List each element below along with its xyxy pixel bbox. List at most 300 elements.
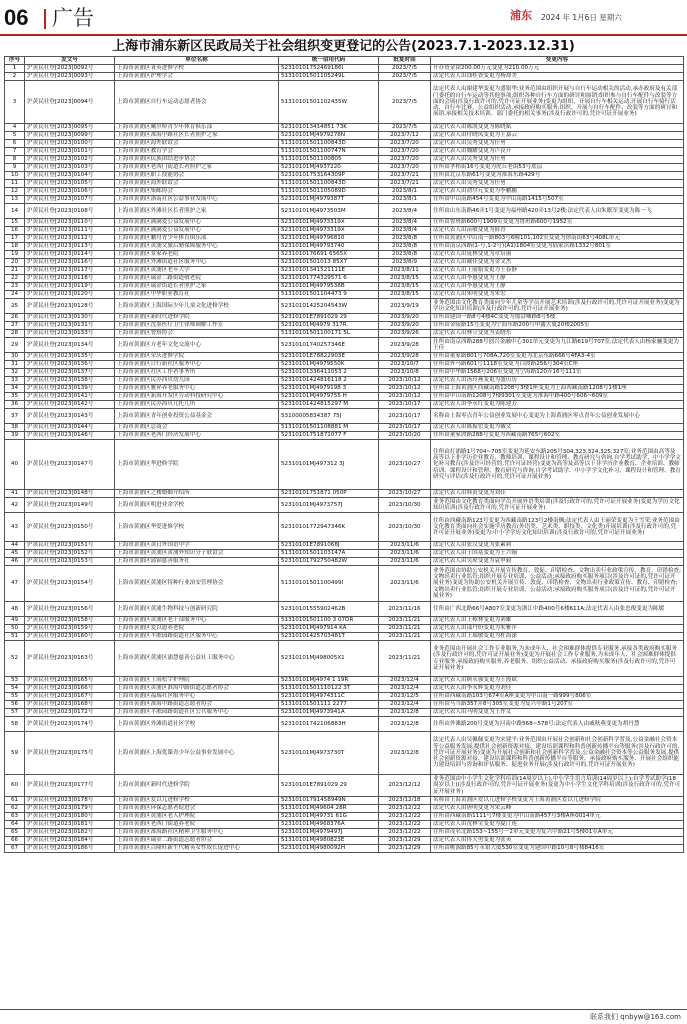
- table-row: [5, 291, 684, 299]
- table-row: [5, 148, 684, 156]
- table-row: [5, 275, 684, 283]
- cell-org-name: 上海市黄浦区华进修学院: [115, 440, 279, 490]
- cell-credit-code: 52310101MJ498005X1: [279, 641, 379, 677]
- footer-rule: [0, 1009, 687, 1010]
- cell-change-content: 法定代表人由陈凯变更为陈晓斌: [431, 124, 684, 132]
- table-row: [5, 283, 684, 291]
- col-header-approval-date: 批复时间: [379, 57, 431, 65]
- cell-approval-date: 2023/8/15: [379, 291, 431, 299]
- cell-credit-code: 52310101751871077 F: [279, 432, 379, 440]
- cell-org-name: 上海市黄浦区雅昇养老服务中心: [115, 385, 279, 393]
- cell-index: 22: [5, 275, 25, 283]
- header-rule: [0, 34, 687, 36]
- cell-credit-code: 52310101MJ4979497J: [279, 829, 379, 837]
- cell-index: 26: [5, 314, 25, 322]
- cell-doc-no: 沪黄民社登[2023]0117号: [25, 267, 115, 275]
- cell-org-name: 上海市黄浦区爱以儿进修学校: [115, 797, 279, 805]
- cell-index: 30: [5, 353, 25, 361]
- cell-org-name: 上海市黄浦区黄浦区老干部服务中心: [115, 617, 279, 625]
- cell-change-content: 住所由马当路357弄8号305室变更为复兴中路1号207室: [431, 701, 684, 709]
- cell-credit-code: 5231010176691 6565X: [279, 251, 379, 259]
- cell-doc-no: 沪黄民社登[2023]0120号: [25, 291, 115, 299]
- cell-change-content: 业务范围由文化教育类面向少年儿童等学员开展艺术培训(涉及行政许可的,凭许可证开展业务)变更为学历文化知识培训(涉及行政许可的,凭许可证开展业务): [431, 299, 684, 314]
- cell-credit-code: 52310101425703481T: [279, 633, 379, 641]
- cell-index: 28: [5, 330, 25, 338]
- table-row: [5, 677, 684, 685]
- cell-approval-date: 2023/7/20: [379, 156, 431, 164]
- cell-approval-date: 2023/7/20: [379, 148, 431, 156]
- col-header-org-name: 单位名称: [115, 57, 279, 65]
- cell-org-name: 上海市黄浦区曦尔桥青少年体育俱乐部: [115, 124, 279, 132]
- cell-doc-no: 沪黄民社登[2023]0147号: [25, 440, 115, 490]
- notice-title: 上海市浦东新区民政局关于社会组织变更登记的公告(2023.7.1-2023.12.31): [112, 39, 575, 54]
- cell-org-name: 上海市黄浦区上海松宇护理院: [115, 677, 279, 685]
- cell-doc-no: 沪黄民社登[2023]0178号: [25, 797, 115, 805]
- cell-change-content: 住所由北京东路61号变更为淮海东路429号: [431, 172, 684, 180]
- cell-approval-date: 2023/7/5: [379, 73, 431, 81]
- cell-doc-no: 沪黄民社登[2023]0128号: [25, 299, 115, 314]
- cell-approval-date: 2023/8/4: [379, 204, 431, 219]
- cell-index: 8: [5, 156, 25, 164]
- cell-org-name: 上海市黄浦区半淞园路街道社区公共服务中心: [115, 709, 279, 717]
- cell-index: 42: [5, 498, 25, 513]
- cell-index: 1: [5, 65, 25, 73]
- cell-credit-code: 52310101792750482W: [279, 558, 379, 566]
- cell-approval-date: 2023/10/27: [379, 440, 431, 490]
- cell-doc-no: 沪黄民社登[2023]0139号: [25, 385, 115, 393]
- cell-org-name: 上海市黄浦区黄浦区老年大学: [115, 267, 279, 275]
- cell-doc-no: 沪黄民社登[2023]0138号: [25, 377, 115, 385]
- table-row: [5, 180, 684, 188]
- cell-doc-no: 沪黄民社登[2023]0166号: [25, 685, 115, 693]
- cell-credit-code: 52310101MJ4974311C: [279, 693, 379, 701]
- cell-index: 52: [5, 641, 25, 677]
- cell-org-name: 上海市黄浦区职工技能协会: [115, 172, 279, 180]
- cell-credit-code: 52310101MJ497914 KA: [279, 625, 379, 633]
- table-row: [5, 73, 684, 81]
- cell-org-name: 上海市黄浦区半淞园路街道社区服务中心: [115, 633, 279, 641]
- cell-change-content: 法定代表人由李惠变更为王静: [431, 275, 684, 283]
- table-row: [5, 775, 684, 797]
- cell-index: 49: [5, 617, 25, 625]
- table-row: [5, 701, 684, 709]
- cell-index: 53: [5, 677, 25, 685]
- table-row: [5, 633, 684, 641]
- cell-credit-code: 52310101MJ4979550K: [279, 361, 379, 369]
- cell-index: 56: [5, 701, 25, 709]
- cell-approval-date: 2023/11/6: [379, 566, 431, 602]
- cell-credit-code: 51310101501100843D: [279, 140, 379, 148]
- cell-doc-no: 沪黄民社登[2023]0130号: [25, 314, 115, 322]
- cell-approval-date: 2023/8/15: [379, 275, 431, 283]
- cell-org-name: 上海市黄浦区黄日外国语中学: [115, 542, 279, 550]
- cell-org-name: 上海市黄浦区外滩街道社区学校: [115, 717, 279, 732]
- cell-doc-no: 沪黄民社登[2023]0112号: [25, 235, 115, 243]
- table-row: [5, 440, 684, 490]
- cell-index: 41: [5, 490, 25, 498]
- cell-change-content: 名称由上海零点青年公益创业发展中心变更为上海黄浦区零点青年公益创业发展中心: [431, 409, 684, 424]
- cell-change-content: 名称由上海黄浦区爱以儿进修学校变更为上海黄浦区爱以儿进修学院: [431, 797, 684, 805]
- cell-org-name: 上海市黄浦区集邮协会: [115, 188, 279, 196]
- cell-credit-code: 52310101555902462B: [279, 602, 379, 617]
- cell-change-content: 业务范围由开展社会工作专业服务,为未成年人、社会困难群体提供专业服务,承接各类政府购买服务(涉及行政许可的,凭许可证开展业务)变更为开展社会工作专业服务,为未成年人、社会困难群体提供专业服务,承接政府购买服务,养老服务、组织公益活动、承接政府购买服务(涉及行政许可的,凭许可证开展业务): [431, 641, 684, 677]
- cell-index: 47: [5, 566, 25, 602]
- cell-credit-code: 51310101MJ49604 28R: [279, 805, 379, 813]
- cell-index: 27: [5, 322, 25, 330]
- cell-doc-no: 沪黄民社登[2023]0148号: [25, 490, 115, 498]
- table-row: [5, 432, 684, 440]
- cell-doc-no: 沪黄民社登[2023]0146号: [25, 432, 115, 440]
- col-header-index: 序号: [5, 57, 25, 65]
- cell-doc-no: 沪黄民社登[2023]0168号: [25, 701, 115, 709]
- cell-org-name: 上海市黄浦区淮海中路街道志愿者协会: [115, 701, 279, 709]
- table-row: [5, 196, 684, 204]
- cell-credit-code: 51310101501111 2277: [279, 701, 379, 709]
- cell-org-name: 上海市黄浦区老西门街道养老院: [115, 821, 279, 829]
- cell-approval-date: 2023/8/4: [379, 227, 431, 235]
- cell-change-content: 业务范围由中小学生文化学科培训(14周岁以上),中小学生语言培训(14周岁以上);自学考试助学(18周岁以上)(涉及行政许可的,凭许可证开展业务)变更为中小学生文化学科培训(涉及行政许可的,凭许可证开展业务): [431, 775, 684, 797]
- cell-change-content: 法定代表人由佟大勇变更为张英: [431, 837, 684, 845]
- cell-change-content: 住所由金陵路15号变更为宁海东路200号申鑫大厦20楼2005室: [431, 322, 684, 330]
- cell-approval-date: 2023/11/21: [379, 625, 431, 633]
- cell-org-name: 上海市黄浦区民办海贝儿托儿所: [115, 401, 279, 409]
- cell-credit-code: 52310101MJ4973757J: [279, 498, 379, 513]
- cell-doc-no: 沪黄民社登[2023]0134号: [25, 338, 115, 353]
- cell-org-name: 上海市黄浦区满满爱公益发展中心: [115, 227, 279, 235]
- cell-org-name: 上海市黄浦区蒲锦慈善服务社: [115, 558, 279, 566]
- cell-doc-no: 沪黄民社登[2023]0111号: [25, 227, 115, 235]
- table-row: [5, 732, 684, 775]
- cell-doc-no: 沪黄民社登[2023]0135号: [25, 353, 115, 361]
- cell-org-name: 上海市黄浦区总商会: [115, 424, 279, 432]
- cell-change-content: 住所由广西北路66号A807室变更为浙江中路400号6楼611A;法定代表人由张忠俊变更为陈媛: [431, 602, 684, 617]
- cell-doc-no: 沪黄民社登[2023]0103号: [25, 164, 115, 172]
- cell-credit-code: 51310101501105089D: [279, 188, 379, 196]
- cell-approval-date: 2023/8/8: [379, 235, 431, 243]
- cell-change-content: 法定代表人由王樟林变更为刘雄: [431, 617, 684, 625]
- cell-change-content: 开办资金由200.00万元变更为210.00万元: [431, 65, 684, 73]
- cell-approval-date: 2023/12/8: [379, 732, 431, 775]
- cell-change-content: 法定代表人由韩黄变更为刘佳: [431, 490, 684, 498]
- cell-approval-date: 2023/12/8: [379, 717, 431, 732]
- cell-change-content: 法定代表人由吴琼变更为袁申毅: [431, 558, 684, 566]
- cell-org-name: 上海市黄浦区爱以恩养老院: [115, 625, 279, 633]
- cell-change-content: 住所由董家渡路288号变更为西藏南路765号602室: [431, 432, 684, 440]
- table-row: [5, 829, 684, 837]
- cell-approval-date: 2023/10/30: [379, 513, 431, 542]
- cell-index: 46: [5, 558, 25, 566]
- cell-org-name: 上海市黄浦区老西门经济发展中心: [115, 432, 279, 440]
- cell-org-name: 上海市黄浦区方老年文化交流中心: [115, 338, 279, 353]
- table-row: [5, 188, 684, 196]
- table-row: [5, 393, 684, 401]
- cell-credit-code: 51310101501100843D: [279, 180, 379, 188]
- table-header-row: [5, 57, 684, 65]
- cell-org-name: 上海市黄浦区新海开发区劳动科技研究中心: [115, 393, 279, 401]
- cell-org-name: 上海市黄浦区护理学会: [115, 73, 279, 81]
- cell-approval-date: 2023/12/22: [379, 805, 431, 813]
- footer-contact: 联系我们 qnbyw@163.com: [590, 1013, 681, 1021]
- cell-approval-date: 2023/7/5: [379, 65, 431, 73]
- cell-change-content: 住所由中华路1568号206室变更为宁海路120弄16号111室: [431, 369, 684, 377]
- table-row: [5, 81, 684, 124]
- cell-doc-no: 沪黄民社登[2023]0136号: [25, 361, 115, 369]
- cell-doc-no: 沪黄民社登[2023]0099号: [25, 132, 115, 140]
- cell-doc-no: 沪黄民社登[2023]0143号: [25, 409, 115, 424]
- cell-doc-no: 沪黄民社登[2023]0152号: [25, 550, 115, 558]
- cell-org-name: 上海市黄浦区黄浦文旅后勤保障服务中心: [115, 243, 279, 251]
- cell-approval-date: 2023/12/29: [379, 845, 431, 853]
- cell-doc-no: 沪黄民社登[2023]0104号: [25, 172, 115, 180]
- table-row: [5, 353, 684, 361]
- table-row: [5, 602, 684, 617]
- cell-credit-code: 52310101MJ4974 1 19R: [279, 677, 379, 685]
- cell-index: 2: [5, 73, 25, 81]
- cell-org-name: 上海市黄浦区黄浦区淮海中路街道志愿者协会: [115, 685, 279, 693]
- cell-credit-code: 52310101742106883H: [279, 717, 379, 732]
- cell-index: 51: [5, 633, 25, 641]
- cell-index: 9: [5, 164, 25, 172]
- cell-change-content: 法定代表人由朱明变更为朱宏: [431, 291, 684, 299]
- cell-doc-no: 沪黄民社登[2023]0116号: [25, 259, 115, 267]
- cell-credit-code: 51310101501100805: [279, 156, 379, 164]
- cell-doc-no: 沪黄民社登[2023]0186号: [25, 845, 115, 853]
- cell-approval-date: 2023/8/1: [379, 196, 431, 204]
- cell-approval-date: 2023/10/12: [379, 385, 431, 393]
- cell-org-name: 上海市黄浦区自行车运动志愿者协会: [115, 81, 279, 124]
- cell-doc-no: 沪黄民社登[2023]0179号: [25, 805, 115, 813]
- cell-change-content: 法定代表人由邵丹纷变更为朱雅萍: [431, 625, 684, 633]
- cell-credit-code: 52310101336411053 2: [279, 369, 379, 377]
- cell-index: 65: [5, 829, 25, 837]
- cell-org-name: 上海市黄浦区新时代进修学院: [115, 775, 279, 797]
- cell-credit-code: 52310101MJ4979198 3: [279, 385, 379, 393]
- cell-approval-date: 2023/11/21: [379, 633, 431, 641]
- cell-index: 10: [5, 172, 25, 180]
- cell-approval-date: 2023/8/8: [379, 251, 431, 259]
- cell-approval-date: 2023/9/19: [379, 299, 431, 314]
- cell-credit-code: 52310101MJ497312 3J: [279, 440, 379, 490]
- cell-credit-code: 52310101MJ4973319X: [279, 219, 379, 227]
- cell-approval-date: 2023/12/4: [379, 701, 431, 709]
- cell-index: 17: [5, 235, 25, 243]
- cell-approval-date: 2023/12/5: [379, 693, 431, 701]
- cell-change-content: 法定代表人由付晓凤变更为王嘉云: [431, 132, 684, 140]
- cell-change-content: 住所由西藏南路103号674室A座变更为中山南一路999号806室: [431, 693, 684, 701]
- cell-org-name: 上海市黄浦区瑞金二路街道敬老院: [115, 275, 279, 283]
- table-row: [5, 124, 684, 132]
- table-row: [5, 617, 684, 625]
- cell-doc-no: 沪黄民社登[2023]0175号: [25, 732, 115, 775]
- cell-credit-code: 52310101E7891029 29: [279, 314, 379, 322]
- cell-index: 48: [5, 602, 25, 617]
- cell-doc-no: 沪黄民社登[2023]0092号: [25, 65, 115, 73]
- table-row: [5, 377, 684, 385]
- cell-approval-date: 2023/9/28: [379, 353, 431, 361]
- cell-approval-date: 2023/10/20: [379, 432, 431, 440]
- cell-credit-code: 52310101MJ4980092H: [279, 845, 379, 853]
- cell-org-name: 上海市黄浦区景家养老院: [115, 251, 279, 259]
- cell-index: 7: [5, 148, 25, 156]
- cell-approval-date: 2023/12/12: [379, 775, 431, 797]
- cell-credit-code: 52310101740257346E: [279, 338, 379, 353]
- cell-credit-code: 52310101751871 050P: [279, 490, 379, 498]
- cell-approval-date: 2023/9/28: [379, 338, 431, 353]
- cell-approval-date: 2023/11/16: [379, 602, 431, 617]
- cell-change-content: 住所由茂名北路153~155号一2单元变更为复兴中路21号5楼01室A单元: [431, 829, 684, 837]
- cell-index: 50: [5, 625, 25, 633]
- cell-org-name: 上海市黄浦区黄浦区黄浦外知识分子联谊会: [115, 550, 279, 558]
- cell-doc-no: 沪黄民社登[2023]0158号: [25, 617, 115, 625]
- cell-change-content: 法定代表人由陈振宏变更为戴文: [431, 424, 684, 432]
- table-row: [5, 513, 684, 542]
- table-row: [5, 542, 684, 550]
- cell-approval-date: 2023/10/17: [379, 409, 431, 424]
- cell-index: 16: [5, 227, 25, 235]
- cell-org-name: 上海市黄浦区之楼婚姻介绍所: [115, 490, 279, 498]
- page-number: 06: [4, 5, 29, 30]
- issue-date: 2024 年 1月6日 星期六: [541, 13, 622, 22]
- cell-index: 19: [5, 251, 25, 259]
- table-row: [5, 314, 684, 322]
- table-row: [5, 797, 684, 805]
- cell-credit-code: 51310101501100499l: [279, 566, 379, 602]
- cell-doc-no: 沪黄民社登[2023]0094号: [25, 81, 115, 124]
- cell-doc-no: 沪黄民社登[2023]0177号: [25, 775, 115, 797]
- cell-change-content: 法定代表人由戴佳变更为金文杰: [431, 259, 684, 267]
- cell-change-content: 法定代表人由庞林变更为章培丽: [431, 251, 684, 259]
- cell-org-name: 上海市黄浦区黄浦区特种行业治安管理协会: [115, 566, 279, 602]
- table-row: [5, 267, 684, 275]
- cell-index: 39: [5, 432, 25, 440]
- cell-index: 14: [5, 204, 25, 219]
- cell-change-content: 法定代表人由吴秀变更为任勇: [431, 156, 684, 164]
- cell-change-content: 住所由鲁班路600号1909室变更为鲁班路600号1952室: [431, 219, 684, 227]
- cell-credit-code: 52310101E78822903E: [279, 353, 379, 361]
- cell-org-name: 上海市黄浦区浙南社区公益事业发展中心: [115, 196, 279, 204]
- col-header-doc-no: 发文号: [25, 57, 115, 65]
- cell-doc-no: 沪黄民社登[2023]0180号: [25, 813, 115, 821]
- cell-change-content: 法定代表人由王瑞敏变更为杜海深: [431, 633, 684, 641]
- cell-doc-no: 沪黄民社登[2023]0167号: [25, 693, 115, 701]
- cell-doc-no: 沪黄民社登[2023]0107号: [25, 196, 115, 204]
- cell-index: 45: [5, 550, 25, 558]
- table-row: [5, 164, 684, 172]
- table-row: [5, 369, 684, 377]
- cell-change-content: 住所由西藏南路123号变更为西藏南路123号2楼南侧;法定代表人由王丽荣变更为王雪荣;业务范围由文化教育类面向社会实施学历教育(外语类、艺术类、职技类、文化类)开展培训(涉及行政许可的,凭许可证开展业务)变更为:中小学学历文化知识培训(涉及行政许可的,凭许可证开展业务): [431, 513, 684, 542]
- cell-credit-code: 52310101MJ4979278N: [279, 132, 379, 140]
- cell-credit-code: 51310101501103147A: [279, 550, 379, 558]
- cell-index: 3: [5, 81, 25, 124]
- cell-change-content: 住所由上海黄浦区西藏南路1208号3楼1座变更为上海西藏南路1208号1楼1座: [431, 385, 684, 393]
- cell-org-name: 上海市黄浦区瑞金街道长者照护之家: [115, 283, 279, 291]
- cell-approval-date: 2023/7/21: [379, 172, 431, 180]
- cell-change-content: 业务范围由文化教育类面向学员开展外语类培训(涉及行政许可的,凭许可证开展业务)变更为学历文化知识培训(涉及行政许可的,凭许可证开展业务): [431, 498, 684, 513]
- cell-change-content: 住所由黄浦区中山南一路803号6幢101,102室变更为徐南街63号408L单元: [431, 235, 684, 243]
- cell-index: 44: [5, 542, 25, 550]
- cell-doc-no: 沪黄民社登[2023]0110号: [25, 219, 115, 227]
- cell-change-content: 法定代表人由吴秀变更为任勇: [431, 140, 684, 148]
- cell-org-name: 上海市黄浦区沈墨医疗卫生律师调解工作室: [115, 322, 279, 330]
- cell-approval-date: 2023/8/15: [379, 283, 431, 291]
- cell-index: 58: [5, 717, 25, 732]
- cell-approval-date: 2023/11/6: [379, 550, 431, 558]
- cell-index: 40: [5, 440, 25, 490]
- cell-change-content: 法定代表人由李永红变更为陈建芳: [431, 401, 684, 409]
- cell-org-name: 上海市黄浦区上海国际少年儿童文化进修学校: [115, 299, 279, 314]
- table-row: [5, 243, 684, 251]
- cell-index: 4: [5, 124, 25, 132]
- table-row: [5, 140, 684, 148]
- cell-approval-date: 2023/11/21: [379, 641, 431, 677]
- cell-change-content: 法定代表人由林立变更为姜晓东: [431, 330, 684, 338]
- cell-credit-code: 52310101MJ4937220: [279, 164, 379, 172]
- cell-change-content: 业务范围由协助公安机关开展宣传教育、敦促、印错检查、文物出卖行业政策宣传、教育、印错检查;文物出卖行业监管;组织开展专业培训、公益活动;承接政府购买服务项目(涉及许可证的,凭许可证开展业务)变更为协助公安机关开展宣传、敦促、印错检查、文物出卖行业政策宣传、教育、印错检查;文物出卖行业监管;组织开展专业培训、公益活动;承接政府购买服务项目(涉及许可证的,凭许可证开展业务): [431, 566, 684, 602]
- cell-doc-no: 沪黄民社登[2023]0151号: [25, 542, 115, 550]
- cell-index: 60: [5, 775, 25, 797]
- table-body: [5, 65, 684, 853]
- cell-org-name: 上海市黄浦区黄浦区老人护理院: [115, 813, 279, 821]
- cell-index: 6: [5, 140, 25, 148]
- cell-change-content: 法定代表人由王丽娟变更为王春静: [431, 267, 684, 275]
- table-row: [5, 385, 684, 393]
- cell-doc-no: 沪黄民社登[2023]0118号: [25, 275, 115, 283]
- cell-index: 64: [5, 821, 25, 829]
- table-row: [5, 401, 684, 409]
- header-separator: [44, 9, 46, 29]
- cell-index: 61: [5, 797, 25, 805]
- cell-doc-no: 沪黄民社登[2023]0163号: [25, 641, 115, 677]
- cell-index: 11: [5, 180, 25, 188]
- cell-change-content: 住所由外马路601号1118室变更为白渡路256号304室C座: [431, 361, 684, 369]
- cell-index: 67: [5, 845, 25, 853]
- table-row: [5, 685, 684, 693]
- table-row: [5, 490, 684, 498]
- table-row: [5, 566, 684, 602]
- cell-change-content: 住所由南京西路288号创兴金融中心301单元变更为九江路619号707室;法定代表人由杨家骊变更为王佳: [431, 338, 684, 353]
- table-row: [5, 132, 684, 140]
- cell-org-name: 上海市黄浦区荣庆进修学院: [115, 353, 279, 361]
- cell-change-content: 法定代表人由沈林宝变更为夏汀莲: [431, 821, 684, 829]
- cell-approval-date: 2023/10/30: [379, 498, 431, 513]
- table-row: [5, 322, 684, 330]
- cell-doc-no: 沪黄民社登[2023]0131号: [25, 322, 115, 330]
- cell-org-name: 上海市黄浦区百隆旺新生代精英女性成长促进中心: [115, 845, 279, 853]
- cell-change-content: 住所由西藏南路1111号7楼变更为中山南路457号3楼A座0014单元: [431, 813, 684, 821]
- cell-approval-date: 2023/12/4: [379, 685, 431, 693]
- cell-change-content: 法定代表人由吴佩佩变更为宋建平;业务范围由开展社会创新和社会创新科学普及,公益金融社会资本等公益服务发展,提供社会创新资源对接、建设培训课程和科普创新传播平台等服务(涉及行政许可的,凭许可证开展业务)变更为开展社会创新和社会创新科学普及,公益金融社会资本等公益服务发展,提供社会创新资源对接、建设培训课程和科普创新传播平台等服务、承接政府购买服务、开展社会组织能力建设培训与咨询和评估服务、促进业务开展(涉及行政许可的,凭许可证开展业务): [431, 732, 684, 775]
- cell-credit-code: 52310101MJ4979755 H: [279, 393, 379, 401]
- cell-index: 23: [5, 283, 25, 291]
- notice-table: [4, 56, 684, 853]
- table-row: [5, 251, 684, 259]
- cell-index: 21: [5, 267, 25, 275]
- cell-credit-code: 52310101791458949N: [279, 797, 379, 805]
- cell-org-name: 上海市黄浦区警察协会: [115, 330, 279, 338]
- cell-approval-date: 2023/10/17: [379, 424, 431, 432]
- cell-credit-code: 51310101501105249L: [279, 73, 379, 81]
- table-row: [5, 805, 684, 813]
- cell-credit-code: 51310101501100747N: [279, 148, 379, 156]
- cell-index: 43: [5, 513, 25, 542]
- cell-index: 57: [5, 709, 25, 717]
- cell-approval-date: 2023/8/11: [379, 267, 431, 275]
- cell-credit-code: 52310101425204543W: [279, 299, 379, 314]
- cell-change-content: 法定代表人由顾永强变更为王霞斌: [431, 677, 684, 685]
- cell-index: 33: [5, 377, 25, 385]
- cell-org-name: 上海市黄浦区华爱进修学校: [115, 513, 279, 542]
- cell-approval-date: 2023/10/27: [379, 490, 431, 498]
